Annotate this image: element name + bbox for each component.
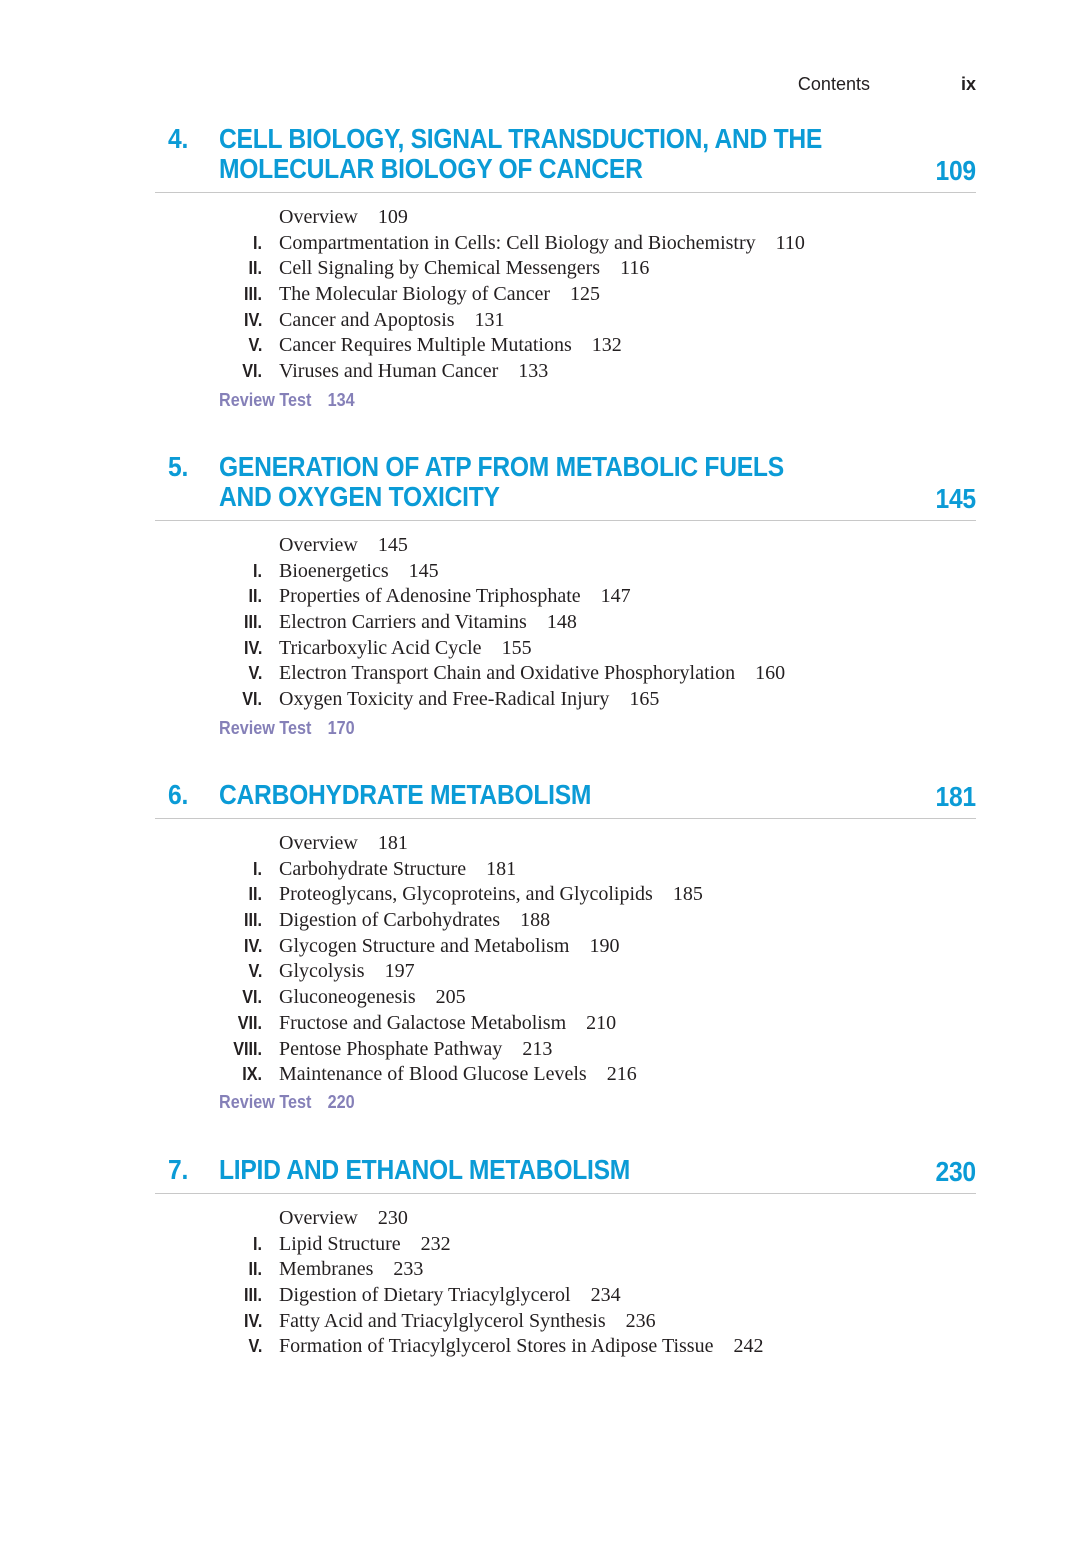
toc-entry[interactable]	[0, 610, 1080, 636]
toc-entry[interactable]	[0, 959, 1080, 985]
section-page: 148	[546, 611, 577, 634]
section-label	[279, 1206, 408, 1232]
chapter-title: CARBOHYDRATE METABOLISM	[219, 779, 592, 810]
chapter-6	[0, 779, 1080, 1112]
section-page: 216	[606, 1063, 637, 1086]
chapter-title: GENERATION OF ATP FROM METABOLIC FUELS AND OXYGEN TOXICITY	[219, 451, 784, 512]
section-numeral: IV.	[243, 1310, 262, 1331]
chapter-title: CELL BIOLOGY, SIGNAL TRANSDUCTION, AND THE MOLECULAR BIOLOGY OF CANCER	[219, 123, 823, 184]
toc-entry[interactable]	[0, 205, 1080, 231]
section-title: Digestion of Carbohydrates	[279, 909, 501, 932]
chapter-page: 109	[935, 155, 976, 186]
chapter-divider	[155, 1193, 976, 1194]
section-title: Cell Signaling by Chemical Messengers	[279, 257, 601, 280]
section-title: Compartmentation in Cells: Cell Biology and Biochemistry	[279, 231, 756, 254]
review-test-label: Review Test	[219, 390, 312, 410]
toc-entry[interactable]	[0, 1309, 1080, 1335]
chapter-number: 7.	[168, 1154, 189, 1185]
section-page: 133	[518, 360, 549, 383]
section-title: Carbohydrate Structure	[279, 857, 467, 880]
section-label	[279, 985, 466, 1011]
section-title: Formation of Triacylglycerol Stores in Adipose Tissue	[279, 1335, 714, 1358]
section-title: Cancer and Apoptosis	[279, 308, 455, 331]
section-numeral: III.	[243, 1285, 262, 1306]
section-page: 160	[755, 662, 786, 685]
section-title: Fatty Acid and Triacylglycerol Synthesis	[279, 1309, 606, 1332]
toc-entry[interactable]	[0, 1283, 1080, 1309]
chapter-page: 230	[935, 1156, 976, 1187]
section-numeral: VI.	[242, 987, 262, 1008]
chapter-page: 145	[935, 483, 976, 514]
section-numeral: II.	[248, 586, 262, 607]
section-label	[279, 1011, 616, 1037]
section-title: Properties of Adenosine Triphosphate	[279, 585, 581, 608]
section-list	[0, 205, 1080, 385]
section-title: Overview	[279, 832, 358, 854]
chapter-number: 4.	[168, 123, 189, 154]
section-numeral: VIII.	[233, 1038, 262, 1059]
toc-entry[interactable]	[0, 1011, 1080, 1037]
chapter-number: 5.	[168, 451, 189, 482]
chapter-5	[0, 451, 1080, 738]
section-page: 213	[522, 1037, 553, 1060]
section-label	[279, 1232, 451, 1258]
section-page: 181	[486, 857, 517, 880]
section-label	[279, 1062, 637, 1088]
section-page: 109	[377, 206, 408, 228]
running-head-label: Contents	[797, 74, 870, 94]
toc-entry[interactable]	[0, 661, 1080, 687]
section-title: Glycogen Structure and Metabolism	[279, 934, 570, 957]
section-page: 233	[393, 1258, 424, 1281]
review-test-link[interactable]	[219, 1092, 355, 1113]
toc-entry[interactable]	[0, 584, 1080, 610]
section-numeral: II.	[248, 884, 262, 905]
section-page: 125	[570, 283, 601, 306]
section-title: Digestion of Dietary Triacylglycerol	[279, 1284, 571, 1307]
review-test-page: 170	[327, 718, 355, 738]
toc-entry[interactable]	[0, 308, 1080, 334]
section-numeral: IV.	[243, 935, 262, 956]
toc-entry[interactable]	[0, 231, 1080, 257]
toc-entry[interactable]	[0, 908, 1080, 934]
section-numeral: II.	[248, 1259, 262, 1280]
section-title: Bioenergetics	[279, 559, 389, 582]
section-label	[279, 1334, 763, 1360]
section-title: Tricarboxylic Acid Cycle	[279, 636, 482, 659]
toc-entry[interactable]	[0, 636, 1080, 662]
section-numeral: VI.	[242, 361, 262, 382]
toc-entry[interactable]	[0, 831, 1080, 857]
section-list	[0, 1206, 1080, 1360]
section-label	[279, 584, 631, 610]
section-label	[279, 687, 659, 713]
section-title: Proteoglycans, Glycoproteins, and Glycolipids	[279, 883, 653, 906]
section-numeral: I.	[252, 858, 262, 879]
toc-entry[interactable]	[0, 256, 1080, 282]
section-label	[279, 256, 649, 282]
section-numeral: VI.	[242, 689, 262, 710]
section-title: Fructose and Galactose Metabolism	[279, 1011, 567, 1034]
review-test-page: 220	[327, 1092, 355, 1112]
page-number: ix	[960, 74, 976, 94]
section-page: 165	[629, 688, 660, 711]
section-label	[279, 205, 408, 231]
section-label	[279, 908, 550, 934]
section-page: 147	[600, 585, 631, 608]
section-page: 197	[384, 960, 415, 983]
section-numeral: I.	[252, 232, 262, 253]
section-label	[279, 1309, 656, 1335]
section-label	[279, 831, 408, 857]
review-test-link[interactable]	[219, 390, 355, 411]
section-numeral: V.	[248, 1336, 262, 1357]
section-page: 132	[591, 334, 622, 357]
toc-entry[interactable]	[0, 857, 1080, 883]
section-page: 145	[408, 559, 439, 582]
section-page: 232	[420, 1232, 451, 1255]
section-page: 131	[474, 308, 505, 331]
section-title: Glycolysis	[279, 960, 365, 983]
section-title: Membranes	[279, 1258, 374, 1281]
section-page: 234	[590, 1284, 621, 1307]
section-title: Gluconeogenesis	[279, 986, 416, 1009]
section-title: Overview	[279, 206, 358, 228]
section-label	[279, 1257, 423, 1283]
toc-entry[interactable]	[0, 882, 1080, 908]
section-title: Viruses and Human Cancer	[279, 360, 499, 383]
section-label	[279, 934, 620, 960]
section-title: Cancer Requires Multiple Mutations	[279, 334, 572, 357]
toc-entry[interactable]	[0, 359, 1080, 385]
section-label	[279, 857, 516, 883]
section-numeral: III.	[243, 612, 262, 633]
section-label	[279, 359, 548, 385]
section-title: Oxygen Toxicity and Free-Radical Injury	[279, 688, 610, 711]
section-title: Overview	[279, 1207, 358, 1229]
section-label	[279, 1037, 552, 1063]
section-page: 236	[625, 1309, 656, 1332]
section-numeral: II.	[248, 258, 262, 279]
section-label	[279, 282, 600, 308]
section-numeral: V.	[248, 961, 262, 982]
section-label	[279, 1283, 621, 1309]
chapter-4	[0, 123, 1080, 410]
toc-entry[interactable]	[0, 934, 1080, 960]
section-list	[0, 533, 1080, 713]
section-label	[279, 661, 785, 687]
section-page: 210	[586, 1011, 617, 1034]
section-label	[279, 308, 505, 334]
chapter-heading[interactable]	[0, 124, 1080, 186]
toc-entry[interactable]	[0, 1334, 1080, 1360]
section-numeral: VII.	[237, 1012, 262, 1033]
section-page: 110	[775, 231, 805, 254]
chapter-divider	[155, 818, 976, 819]
review-test-page: 134	[327, 390, 355, 410]
section-title: Maintenance of Blood Glucose Levels	[279, 1063, 587, 1086]
section-title: Overview	[279, 534, 358, 556]
section-label	[279, 533, 408, 559]
chapter-number: 6.	[168, 779, 189, 810]
section-page: 205	[435, 986, 466, 1009]
section-list	[0, 831, 1080, 1088]
section-title: Lipid Structure	[279, 1232, 401, 1255]
section-page: 230	[377, 1207, 408, 1229]
section-page: 242	[733, 1335, 764, 1358]
chapter-heading[interactable]	[0, 780, 1080, 812]
section-label	[279, 231, 805, 257]
toc-entry[interactable]	[0, 333, 1080, 359]
toc-entry[interactable]	[0, 282, 1080, 308]
toc-entry[interactable]	[0, 1206, 1080, 1232]
section-numeral: V.	[248, 335, 262, 356]
section-numeral: I.	[252, 1233, 262, 1254]
chapter-heading[interactable]	[0, 452, 1080, 514]
section-numeral: IV.	[243, 309, 262, 330]
section-page: 181	[377, 832, 408, 854]
chapter-divider	[155, 520, 976, 521]
section-label	[279, 636, 532, 662]
section-numeral: I.	[252, 560, 262, 581]
section-page: 185	[672, 883, 703, 906]
section-numeral: IX.	[242, 1064, 262, 1085]
chapter-7	[0, 1154, 1080, 1358]
toc-entry[interactable]	[0, 1037, 1080, 1063]
chapter-heading[interactable]	[0, 1155, 1080, 1187]
chapter-divider	[155, 192, 976, 193]
running-head	[798, 74, 976, 95]
toc-entry[interactable]	[0, 1062, 1080, 1088]
section-title: Electron Carriers and Vitamins	[279, 611, 527, 634]
review-test-label: Review Test	[219, 718, 312, 738]
section-numeral: V.	[248, 663, 262, 684]
section-page: 116	[620, 257, 650, 280]
section-label	[279, 559, 439, 585]
section-numeral: III.	[243, 910, 262, 931]
toc-entry[interactable]	[0, 687, 1080, 713]
section-numeral: III.	[243, 284, 262, 305]
toc-entry[interactable]	[0, 1257, 1080, 1283]
section-page: 190	[589, 934, 620, 957]
section-label	[279, 610, 577, 636]
section-label	[279, 333, 622, 359]
section-label	[279, 882, 703, 908]
section-page: 188	[520, 909, 551, 932]
section-title: The Molecular Biology of Cancer	[279, 283, 551, 306]
section-title: Pentose Phosphate Pathway	[279, 1037, 503, 1060]
review-test-link[interactable]	[219, 718, 355, 739]
toc-entry[interactable]	[0, 1232, 1080, 1258]
toc-entry[interactable]	[0, 559, 1080, 585]
section-label	[279, 959, 415, 985]
chapter-page: 181	[935, 781, 976, 812]
chapter-title: LIPID AND ETHANOL METABOLISM	[219, 1154, 631, 1185]
section-page: 145	[377, 534, 408, 556]
review-test-label: Review Test	[219, 1092, 312, 1112]
toc-entry[interactable]	[0, 533, 1080, 559]
section-page: 155	[501, 636, 532, 659]
toc-entry[interactable]	[0, 985, 1080, 1011]
section-title: Electron Transport Chain and Oxidative Phosphorylation	[279, 662, 736, 685]
section-numeral: IV.	[243, 637, 262, 658]
